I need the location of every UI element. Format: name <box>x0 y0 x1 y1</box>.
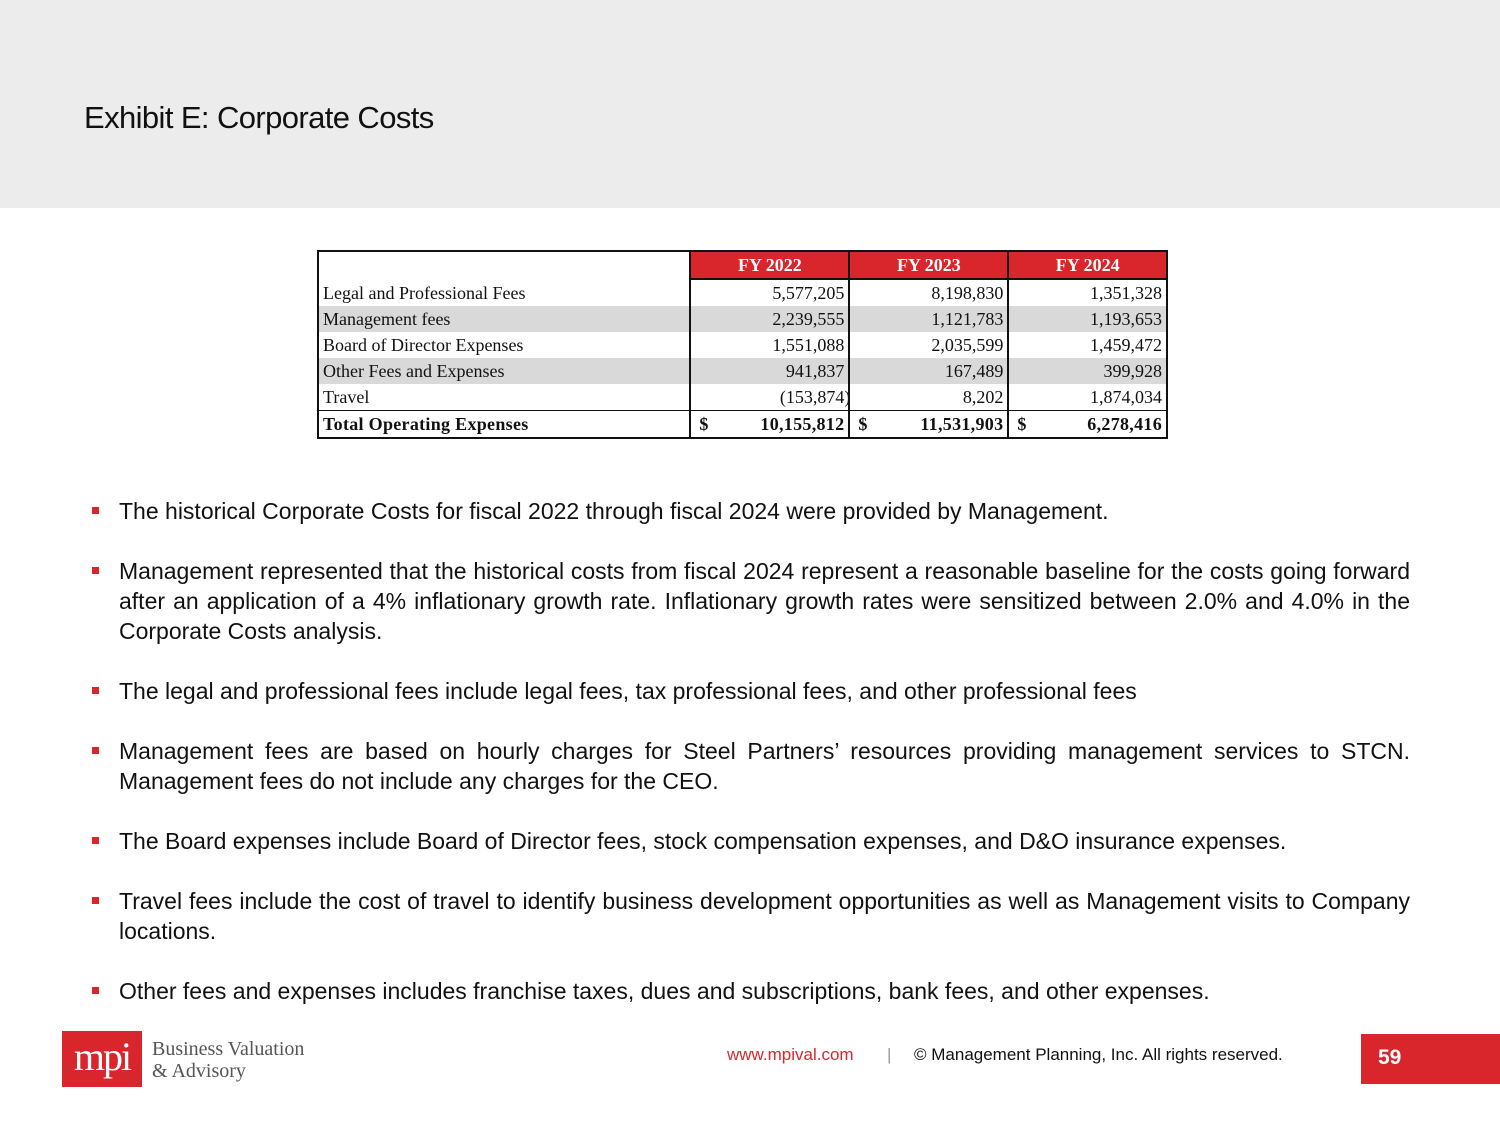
column-header-fy2022: FY 2022 <box>690 251 849 279</box>
bullet-text: Management fees are based on hourly charges for Steel Partners’ resources providing management services to STCN. Management fees do not include any charges for the CEO. <box>119 738 1410 794</box>
bullet-text: The legal and professional fees include legal fees, tax professional fees, and other professional fees <box>119 678 1137 704</box>
square-bullet-icon <box>92 837 99 844</box>
total-amount: 6,278,416 <box>1087 414 1162 434</box>
website-link[interactable]: www.mpival.com <box>727 1045 854 1064</box>
bullet-item <box>90 676 1410 706</box>
table-row <box>318 279 1167 306</box>
bullet-item <box>90 886 1410 946</box>
table-row <box>318 306 1167 332</box>
total-amount: 11,531,903 <box>920 414 1004 434</box>
square-bullet-icon <box>92 897 99 904</box>
corporate-costs-table <box>317 250 1168 439</box>
total-value <box>849 411 1008 439</box>
square-bullet-icon <box>92 747 99 754</box>
bullet-item <box>90 556 1410 646</box>
row-label: Legal and Professional Fees <box>318 279 690 306</box>
table-header-row <box>318 251 1167 279</box>
row-label: Travel <box>318 384 690 411</box>
cell-value: 1,459,472 <box>1008 332 1167 358</box>
cell-value: 2,239,555 <box>690 306 849 332</box>
total-amount: 10,155,812 <box>760 414 845 434</box>
column-header-fy2024: FY 2024 <box>1008 251 1167 279</box>
cell-value: 8,202 <box>849 384 1008 411</box>
cell-value: 1,551,088 <box>690 332 849 358</box>
logo-tagline-line2: & Advisory <box>152 1060 246 1082</box>
column-header-fy2023: FY 2023 <box>849 251 1008 279</box>
page-title: Exhibit E: Corporate Costs <box>84 100 434 135</box>
square-bullet-icon <box>92 507 99 514</box>
page-number: 59 <box>1361 1034 1500 1084</box>
logo-tagline-line1: Business Valuation <box>152 1038 305 1060</box>
mpi-logo: mpi <box>62 1031 142 1087</box>
bullet-text: Travel fees include the cost of travel to identify business development opportunities as well as Management visits to Company locations. <box>119 888 1410 944</box>
square-bullet-icon <box>92 567 99 574</box>
row-label: Board of Director Expenses <box>318 332 690 358</box>
total-row <box>318 411 1167 439</box>
table-header-blank <box>318 251 690 279</box>
table-row <box>318 358 1167 384</box>
bullet-item <box>90 736 1410 796</box>
bullet-item <box>90 496 1410 526</box>
cell-value <box>690 384 849 411</box>
table-row <box>318 384 1167 411</box>
bullet-item <box>90 826 1410 856</box>
cell-value: 399,928 <box>1008 358 1167 384</box>
cell-value: 1,351,328 <box>1008 279 1167 306</box>
table-row <box>318 332 1167 358</box>
bullet-text: The historical Corporate Costs for fiscal 2022 through fiscal 2024 were provided by Management. <box>119 498 1109 524</box>
total-value <box>690 411 849 439</box>
bullet-item <box>90 976 1410 1006</box>
cell-value: 5,577,205 <box>690 279 849 306</box>
copyright-text: © Management Planning, Inc. All rights reserved. <box>914 1045 1283 1064</box>
currency-symbol: $ <box>1017 414 1027 434</box>
cell-value: 1,121,783 <box>849 306 1008 332</box>
cell-value: 1,193,653 <box>1008 306 1167 332</box>
total-value <box>1008 411 1167 439</box>
bullet-text: Management represented that the historical costs from fiscal 2024 represent a reasonable baseline for the costs going forward after an application of a 4% inflationary growth rate. Inflationary growth rates were sensitized between 2.0% and 4.0% in the Corporate Costs analysis. <box>119 558 1410 644</box>
row-label: Other Fees and Expenses <box>318 358 690 384</box>
row-label: Management fees <box>318 306 690 332</box>
cell-value: 941,837 <box>690 358 849 384</box>
cell-value: 2,035,599 <box>849 332 1008 358</box>
currency-symbol: $ <box>699 414 709 434</box>
bullet-list <box>90 496 1410 1036</box>
cell-value: 8,198,830 <box>849 279 1008 306</box>
bullet-text: Other fees and expenses includes franchise taxes, dues and subscriptions, bank fees, and other expenses. <box>119 978 1210 1004</box>
footer-separator: | <box>887 1045 892 1064</box>
currency-symbol: $ <box>858 414 868 434</box>
cell-value: 167,489 <box>849 358 1008 384</box>
square-bullet-icon <box>92 987 99 994</box>
bullet-text: The Board expenses include Board of Director fees, stock compensation expenses, and D&O insurance expenses. <box>119 828 1287 854</box>
logo-tagline <box>152 1038 304 1082</box>
cell-value: 1,874,034 <box>1008 384 1167 411</box>
total-label: Total Operating Expenses <box>318 411 690 439</box>
cell-value-negative: (153,874) <box>779 387 851 407</box>
square-bullet-icon <box>92 687 99 694</box>
